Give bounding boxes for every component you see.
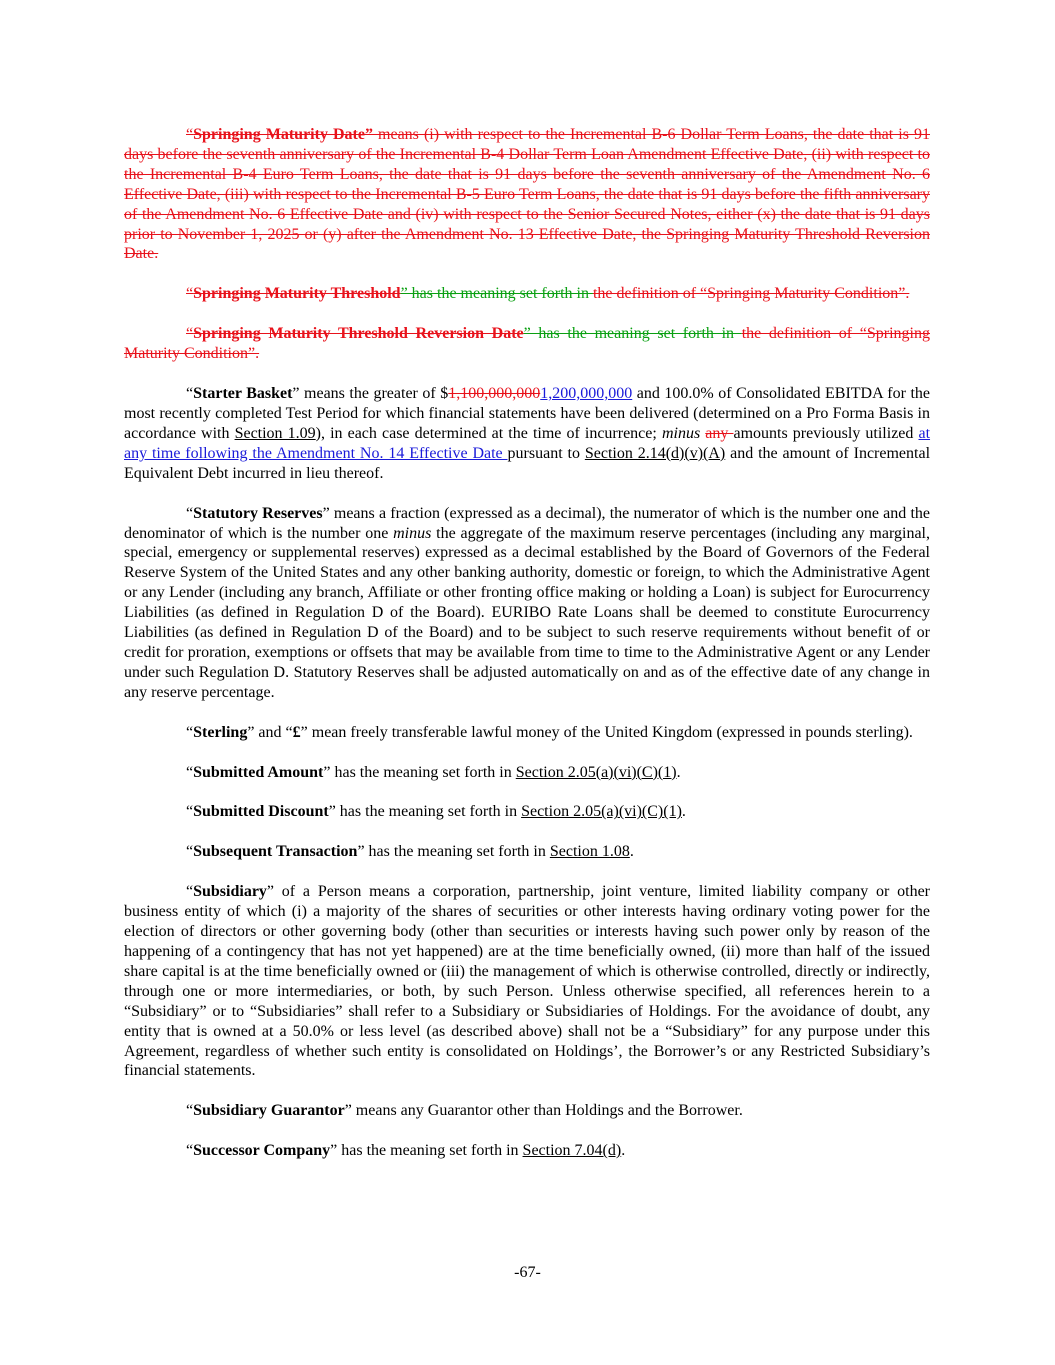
definition-springing-maturity-threshold-reversion-date (124, 324, 930, 364)
deleted-text: the definition of “Springing Maturity Condition”. (592, 285, 910, 303)
deleted-text: any (705, 424, 734, 442)
definition-statutory-reserves (124, 504, 930, 703)
open-quote: “ (186, 504, 194, 522)
open-quote: “ (186, 126, 194, 143)
defined-term: Springing Maturity Threshold (193, 285, 401, 303)
section-reference: Section 2.05(a)(vi)(C)(1) (521, 803, 682, 821)
definition-springing-maturity-threshold (124, 284, 930, 304)
defined-term: Submitted Amount (193, 763, 324, 781)
body-text: . (621, 1142, 626, 1160)
body-text: pursuant to (507, 444, 585, 462)
defined-term: Springing Maturity Threshold Reversion Date (193, 325, 524, 343)
definition-starter-basket (124, 384, 930, 484)
open-quote: “ (186, 843, 194, 861)
body-text: ” mean freely transferable lawful money of the United Kingdom (expressed in pounds sterling). (300, 723, 913, 741)
document-page (124, 125, 930, 1181)
definition-sterling (124, 723, 930, 743)
body-text: ” has the meaning set forth in (328, 803, 522, 821)
open-quote: “ (186, 723, 194, 741)
definition-subsequent-transaction (124, 842, 930, 862)
defined-term: Subsequent Transaction (193, 843, 358, 861)
open-quote: “ (186, 325, 194, 343)
section-reference: Section 7.04(d) (522, 1142, 622, 1160)
body-text: the aggregate of the maximum reserve percentages (including any marginal, special, emergency or supplemental reserves) expressed as a decimal established by the Board of Governors of the Federal Reserve System of the United States and any other banking authority, domestic or foreign, to which the Administrative Agent or any Lender (including any branch, Affiliate or other fronting office making or holding a Loan) is subject for Eurocurrency Liabilities (as defined in Regulation D of the Board). EURIBO Rate Loans shall be deemed to constitute Eurocurrency Liabilities (as defined in Regulation D of the Board) and to be subject to such reserve requirements without benefit of or credit for proration, exemptions or offsets that may be available from time to time to the Administrative Agent or any Lender under such Regulation D. Statutory Reserves shall be adjusted automatically on and as of the effective date of any change in any reserve percentage. (124, 524, 930, 701)
body-text: and 100.0% of Consolidated EBITDA for the most recently completed Test Period for which financial statements have been delivered (determined on a Pro Forma Basis in accordance with (124, 385, 931, 442)
body-text: amounts previously utilized (733, 424, 919, 442)
open-quote: “ (186, 1102, 194, 1120)
body-text: ” has the meaning set forth in (330, 1142, 523, 1160)
moved-text: ” has the meaning set forth in (400, 285, 593, 303)
body-text: ” means any Guarantor other than Holdings and the Borrower. (344, 1102, 743, 1120)
defined-term: Subsidiary Guarantor (193, 1102, 345, 1120)
deleted-text: means (i) with respect to the Incremental B-6 Dollar Term Loans, the date that is 91 days before the seventh anniversary of the Incremental B-4 Dollar Term Loan Amendment Effective Date, (ii) with respect to the Incremental B-4 Euro Term Loans, the date that is 91 days before the seventh anniversary of the Amendment No. 6 Effective Date, (iii) with respect to the Incremental B-5 Euro Term Loans, the date that is 91 days before the fifth anniversary of the Amendment No. 6 Effective Date and (iv) with respect to the Senior Secured Notes, either (x) the date that is 91 days prior to November 1, 2025 or (y) after the Amendment No. 13 Effective Date, the Springing Maturity Threshold Reversion Date. (124, 126, 930, 263)
section-reference: Section 2.14(d)(v)(A) (584, 444, 726, 462)
section-reference: Section 1.08 (549, 843, 630, 861)
open-quote: “ (186, 803, 194, 821)
page-number: -67- (514, 1264, 541, 1281)
definition-subsidiary-guarantor (124, 1101, 930, 1121)
body-text: . (629, 843, 634, 861)
defined-term: Submitted Discount (193, 803, 329, 821)
body-text: ” means a fraction (expressed as a decimal), the numerator of which is the number one and the denominator of which is the number one (124, 504, 930, 542)
body-text: . (676, 763, 681, 781)
body-text: ” has the meaning set forth in (323, 763, 516, 781)
defined-term: Successor Company (193, 1142, 331, 1160)
deleted-text: the definition of “Springing Maturity Condition”. (124, 325, 930, 363)
defined-term: Subsidiary (193, 883, 267, 901)
body-text: ” has the meaning set forth in (357, 843, 550, 861)
section-reference: Section 2.05(a)(vi)(C)(1) (515, 763, 677, 781)
deleted-amount: 1,100,000,000 (448, 385, 541, 403)
definition-submitted-discount (124, 802, 930, 822)
definition-subsidiary (124, 882, 930, 1081)
open-quote: “ (186, 385, 194, 403)
body-text: ” of a Person means a corporation, partnership, joint venture, limited liability company or other business entity of which (i) a majority of the shares of securities or other interests having ordinary voting power for the election of directors or other governing body (other than securities or interests having such power only by reason of the happening of a contingency that has not yet happened) are at the time beneficially owned, (ii) more than half of the issued share capital is at the time beneficially owned or (iii) the management of which is otherwise controlled, directly or indirectly, through one or more intermediaries, or both, by such Person. Unless otherwise specified, all references herein to a “Subsidiary” or to “Subsidiaries” shall refer to a Subsidiary or Subsidiaries of Holdings. For the avoidance of doubt, any entity that is owned at a 50.0% or less level (as described above) shall not be a “Subsidiary” for any purpose under this Agreement, regardless of whether such entity is consolidated on Holdings’, the Borrower’s or any Restricted Subsidiary’s financial statements. (124, 883, 930, 1080)
body-text: . (681, 803, 686, 821)
open-quote: “ (186, 763, 194, 781)
definition-successor-company (124, 1141, 930, 1161)
definition-springing-maturity-date (124, 125, 930, 264)
italic-minus: minus (661, 424, 701, 442)
body-text: ), in each case determined at the time of incurrence; (315, 424, 662, 442)
italic-minus: minus (393, 524, 432, 542)
body-text: ” and “ (247, 723, 293, 741)
open-quote: “ (186, 1142, 194, 1160)
body-text: ” means the greater of $ (292, 385, 449, 403)
open-quote: “ (186, 883, 194, 901)
open-quote: “ (186, 285, 194, 303)
definition-submitted-amount (124, 763, 930, 783)
body-text: and the amount of Incremental Equivalent Debt incurred in lieu thereof. (124, 444, 931, 482)
moved-text: ” has the meaning set forth in (523, 325, 742, 343)
defined-term: Starter Basket (193, 385, 293, 403)
inserted-amount: 1,200,000,000 (540, 385, 633, 403)
section-reference: Section 1.09 (234, 424, 316, 442)
defined-term: £ (292, 723, 301, 741)
inserted-text: at any time following the Amendment No. 14 Effective Date (124, 424, 931, 462)
defined-term: Sterling (193, 723, 248, 741)
defined-term: Springing Maturity Date” (193, 126, 373, 143)
defined-term: Statutory Reserves (193, 504, 323, 522)
